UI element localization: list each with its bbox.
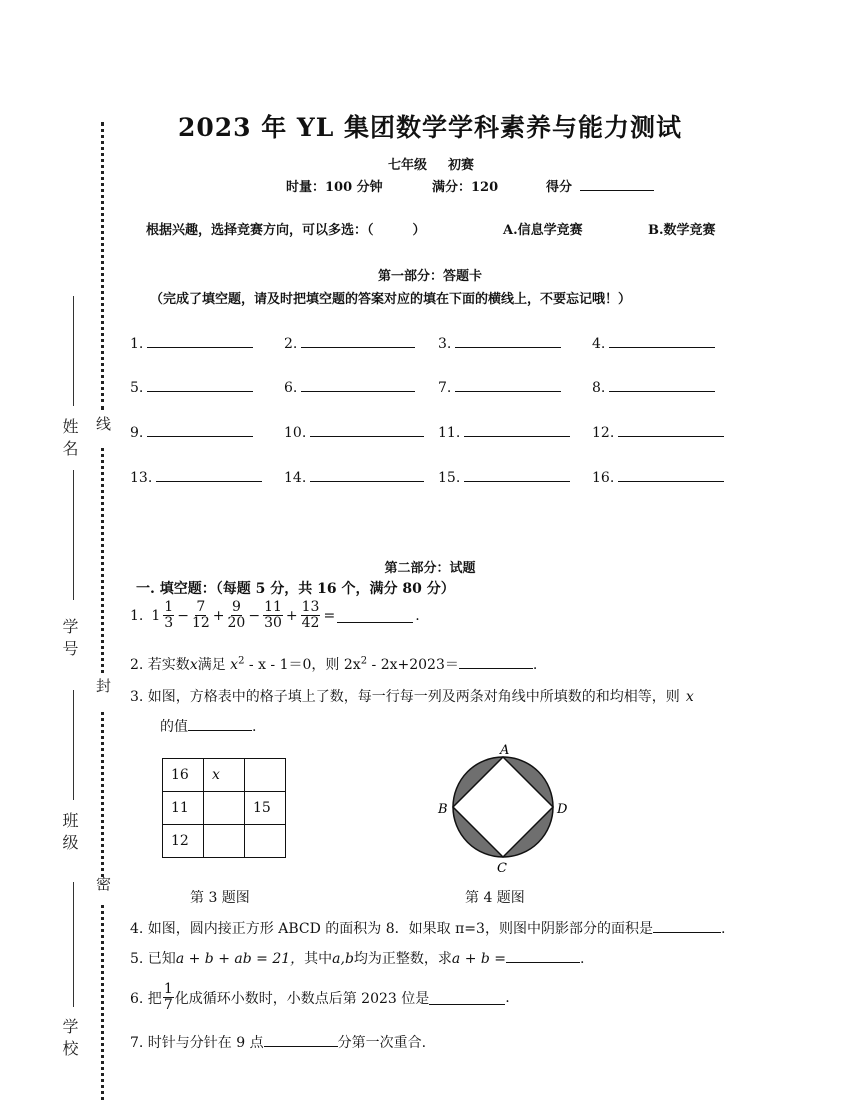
- answer-blank[interactable]: [301, 377, 415, 392]
- answer-slot-5: 5.: [130, 377, 253, 396]
- question-5: 5. 已知a + b + ab = 21，其中a,b均为正整数，求a + b = .: [130, 948, 584, 968]
- answer-blank[interactable]: [147, 333, 253, 348]
- figure-4-diagram: [430, 742, 580, 878]
- answer-slot-3: 3.: [438, 333, 561, 352]
- answer-slot-10: 10.: [284, 422, 424, 441]
- fraction: $\frac{13}{42}$: [301, 599, 320, 631]
- question-6: 6. 把 $\frac{1}{7}$ 化成循环小数时，小数点后第 2023 位是 .: [130, 981, 510, 1013]
- binding-label-seal: 封: [94, 678, 112, 699]
- number-line: [73, 470, 74, 600]
- figure-3-caption: 第 3 题图: [190, 890, 250, 906]
- number-label: 学号: [60, 618, 79, 662]
- answer-blank[interactable]: [147, 422, 253, 437]
- answer-slot-4: 4.: [592, 333, 715, 352]
- answer-blank[interactable]: [264, 1032, 338, 1047]
- answer-blank[interactable]: [455, 333, 561, 348]
- binding-dotted-line: [101, 712, 104, 877]
- question-3: 3. 如图，方格表中的格子填上了数，每一行每一列及两条对角线中所填数的和均相等，则 x: [130, 689, 694, 705]
- grid-cell: 15: [245, 792, 286, 825]
- time-label: 时量：100 分钟: [286, 180, 383, 195]
- answer-blank[interactable]: [455, 377, 561, 392]
- answer-blank[interactable]: [464, 467, 570, 482]
- part2-title: 第二部分：试题: [384, 561, 476, 576]
- class-label: 班级: [60, 812, 79, 856]
- score-blank[interactable]: [580, 176, 654, 191]
- fraction: $\frac{7}{12}$: [191, 599, 210, 631]
- fraction: $\frac{9}{20}$: [227, 599, 246, 631]
- answer-blank[interactable]: [301, 333, 415, 348]
- full-score-label: 满分：120: [432, 180, 499, 195]
- binding-dotted-line: [101, 905, 104, 1100]
- answer-slot-12: 12.: [592, 422, 724, 441]
- grid-cell: [245, 759, 286, 792]
- answer-slot-1: 1.: [130, 333, 253, 352]
- answer-blank[interactable]: [337, 608, 413, 623]
- answer-slot-6: 6.: [284, 377, 415, 396]
- choice-option-b: B.数学竞赛: [648, 223, 716, 238]
- fraction: $\frac{1}{3}$: [164, 599, 174, 631]
- binding-label-secret: 密: [94, 876, 112, 897]
- answer-slot-7: 7.: [438, 377, 561, 396]
- question-1: 1. 1 $\frac{1}{3}$ − $\frac{7}{12}$ + $\frac{9}{20}$ − $\frac{11}{30}$ + $\frac{13}{42}$ = .: [130, 599, 420, 631]
- school-label: 学校: [60, 1018, 79, 1062]
- answer-blank[interactable]: [147, 377, 253, 392]
- answer-blank[interactable]: [188, 716, 252, 731]
- fraction: $\frac{1}{7}$: [163, 981, 173, 1013]
- answer-slot-15: 15.: [438, 467, 570, 486]
- score-label: 得分: [546, 180, 573, 195]
- answer-slot-14: 14.: [284, 467, 424, 486]
- part1-note: （完成了填空题，请及时把填空题的答案对应的填在下面的横线上，不要忘记哦！）: [150, 292, 632, 307]
- vertex-label-a: A: [500, 743, 510, 758]
- answer-blank[interactable]: [464, 422, 570, 437]
- round-label: 初赛: [448, 158, 475, 173]
- answer-blank[interactable]: [156, 467, 262, 482]
- answer-blank[interactable]: [310, 467, 424, 482]
- answer-blank[interactable]: [609, 377, 715, 392]
- binding-label-line: 线: [94, 416, 112, 437]
- class-line: [73, 690, 74, 800]
- answer-blank[interactable]: [653, 918, 721, 933]
- page-title: 2023 年 YL 集团数学学科素养与能力测试: [177, 113, 683, 142]
- grid-cell: [245, 825, 286, 858]
- answer-slot-8: 8.: [592, 377, 715, 396]
- name-label: 姓名: [60, 418, 79, 462]
- answer-slot-11: 11.: [438, 422, 570, 441]
- vertex-label-c: C: [497, 861, 507, 876]
- answer-blank[interactable]: [506, 948, 580, 963]
- answer-blank[interactable]: [310, 422, 424, 437]
- part1-title: 第一部分：答题卡: [377, 269, 482, 284]
- grid-cell: [204, 825, 245, 858]
- figure-4-caption: 第 4 题图: [465, 890, 525, 906]
- vertex-label-d: D: [557, 802, 568, 817]
- answer-slot-9: 9.: [130, 422, 253, 441]
- answer-blank[interactable]: [609, 333, 715, 348]
- school-line: [73, 882, 74, 1007]
- answer-blank[interactable]: [618, 467, 724, 482]
- question-3-line2: 的值 .: [160, 716, 256, 736]
- question-7: 7. 时针与分针在 9 点 分第一次重合.: [130, 1032, 426, 1052]
- vertex-label-b: B: [438, 802, 448, 817]
- fraction: $\frac{11}{30}$: [264, 599, 282, 631]
- name-line: [73, 296, 74, 406]
- choice-option-a: A.信息学竞赛: [503, 223, 583, 238]
- answer-slot-2: 2.: [284, 333, 415, 352]
- grid-cell: x: [204, 759, 245, 792]
- choice-prompt: 根据兴趣，选择竞赛方向，可以多选：（ ）: [146, 223, 426, 238]
- question-4: 4. 如图，圆内接正方形 ABCD 的面积为 8．如果取 π=3，则图中阴影部分的面积是 .: [130, 918, 725, 938]
- section-heading: 一. 填空题：（每题 5 分，共 16 个，满分 80 分）: [136, 581, 455, 597]
- answer-blank[interactable]: [459, 654, 533, 669]
- grid-cell: 12: [163, 825, 204, 858]
- grade-label: 七年级: [388, 158, 428, 173]
- magic-square-grid: [162, 758, 286, 858]
- grid-cell: 11: [163, 792, 204, 825]
- grid-cell: [204, 792, 245, 825]
- question-2: 2. 若实数x满足 $x^2 - x - 1=0$，则 $2x^2 - 2x+2023=$ .: [130, 655, 538, 673]
- answer-blank[interactable]: [429, 990, 505, 1005]
- grid-cell: 16: [163, 759, 204, 792]
- answer-slot-16: 16.: [592, 467, 724, 486]
- answer-slot-13: 13.: [130, 467, 262, 486]
- answer-blank[interactable]: [618, 422, 724, 437]
